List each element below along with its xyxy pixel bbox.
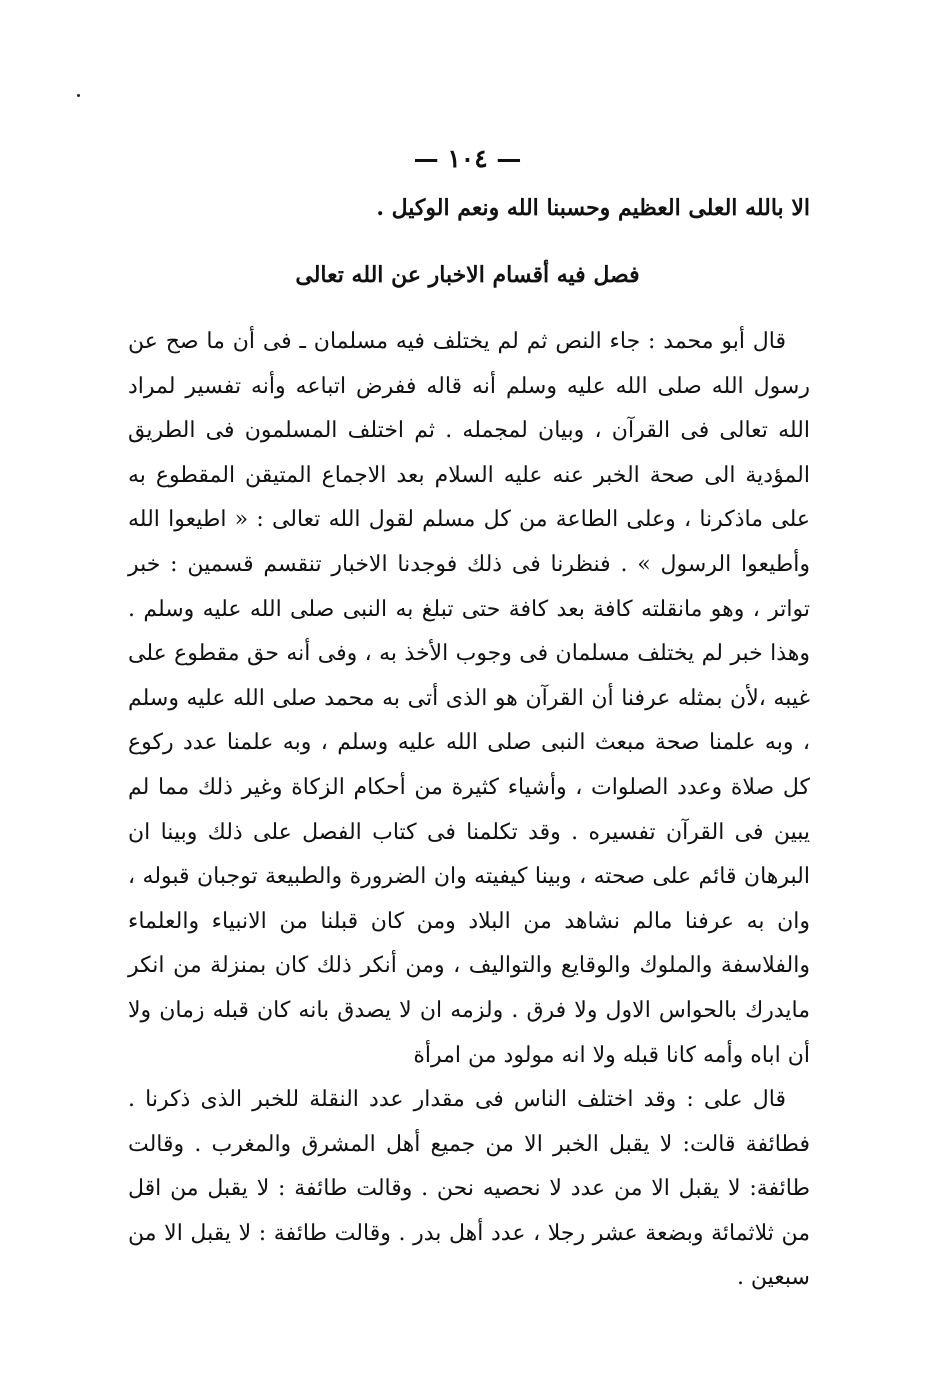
intro-line: الا بالله العلى العظيم وحسبنا الله ونعم الوكيل . [376,195,810,221]
stray-ink-dot [77,94,80,97]
paragraph: قال أبو محمد : جاء النص ثم لم يختلف فيه مسلمان ـ فى أن ما صح عن رسول الله صلى الله عليه وسلم أنه قاله ففرض اتباعه وأنه تفسير لمراد الله تعالى فى القرآن ، وبيان لمجمله . ثم اختلف المسلمون فى الطريق المؤدية الى صحة الخبر عنه عليه السلام بعد الاجماع المتيقن المقطوع به على ماذكرنا ، وعلى الطاعة من كل مسلم لقول الله تعالى : « اطيعوا الله وأطيعوا الرسول » . فنظرنا فى ذلك فوجدنا الاخبار تنقسم قسمين : خبر تواتر ، وهو مانقلته كافة بعد كافة حتى تبلغ به النبى صلى الله عليه وسلم . وهذا خبر لم يختلف مسلمان فى وجوب الأخذ به ، وفى أنه حق مقطوع على غيبه ،لأن بمثله عرفنا أن القرآن هو الذى أتى به محمد صلى الله عليه وسلم ، وبه علمنا صحة مبعث النبى صلى الله عليه وسلم ، وبه علمنا عدد ركوع كل صلاة وعدد الصلوات ، وأشياء كثيرة من أحكام الزكاة وغير ذلك مما لم يبين فى القرآن تفسيره . وقد تكلمنا فى كتاب الفصل على ذلك وبينا ان البرهان قائم على صحته ، وبينا كيفيته وان الضرورة والطبيعة توجبان قبوله ، وان به عرفنا مالم نشاهد من البلاد ومن كان قبلنا من الانبياء والعلماء والفلاسفة والملوك والوقايع والتواليف ، ومن أنكر ذلك كان بمنزلة من انكر مايدرك بالحواس الاول ولا فرق . ولزمه ان لا يصدق بانه كان قبله زمان ولا أن اباه وأمه كانا قبله ولا انه مولود من امرأة [128,329,810,1068]
body-text [128,320,810,1301]
paragraph: قال على : وقد اختلف الناس فى مقدار عدد النقلة للخبر الذى ذكرنا . فطائفة قالت: لا يقبل الخبر الا من جميع أهل المشرق والمغرب . وقالت طائفة: لا يقبل الا من عدد لا نحصيه نحن . وقالت طائفة : لا يقبل من اقل من ثلاثمائة وبضعة عشر رجلا ، عدد أهل بدر . وقالت طائفة : لا يقبل الا من سبعين . [128,1087,810,1291]
page-number: — ١٠٤ — [413,144,522,173]
section-heading: فصل فيه أقسام الاخبار عن الله تعالى [295,262,640,288]
